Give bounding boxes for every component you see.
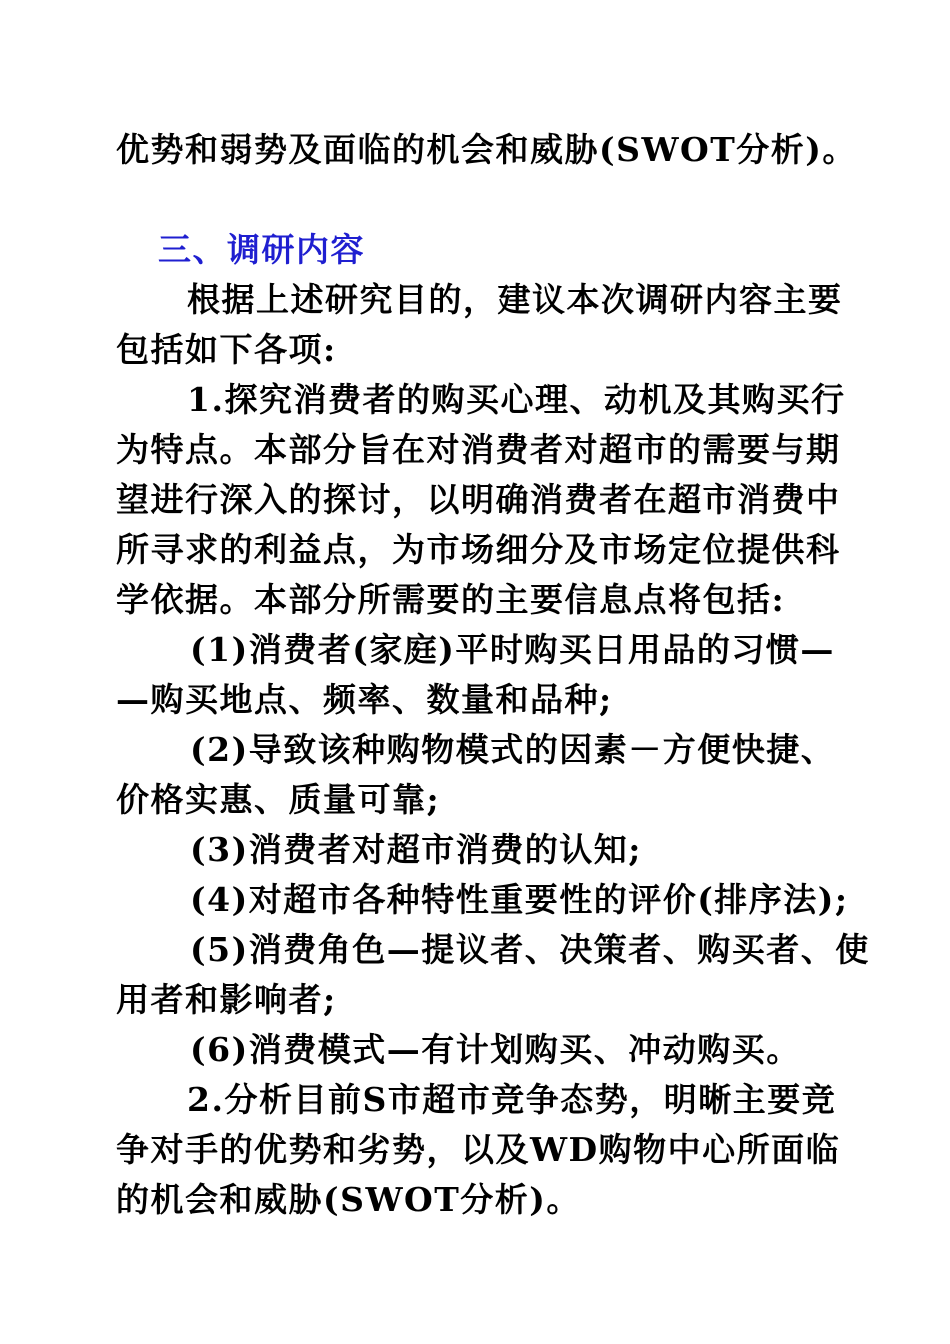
item1-line-4: 所寻求的利益点，为市场细分及市场定位提供科 [116, 530, 841, 569]
item1-line-5: 学依据。本部分所需要的主要信息点将包括: [116, 580, 786, 619]
sub-item-2-line-2: 价格实惠、质量可靠; [116, 780, 441, 819]
sub-item-5-line-1: (5)消费角色—提议者、决策者、购买者、使 [190, 930, 870, 969]
sub-item-2-line-1: (2)导致该种购物模式的因素－方便快捷、 [190, 730, 836, 769]
sub-item-1-line-1: (1)消费者(家庭)平时购买日用品的习惯— [190, 630, 835, 669]
sub-item-6: (6)消费模式—有计划购买、冲动购买。 [190, 1030, 801, 1069]
sub-item-5-line-2: 用者和影响者; [116, 980, 337, 1019]
sub-item-1-line-2: —购买地点、频率、数量和品种; [116, 680, 613, 719]
item1-line-3: 望进行深入的探讨，以明确消费者在超市消费中 [116, 480, 841, 519]
section-heading: 三、调研内容 [158, 230, 365, 269]
item2-line-3: 的机会和威胁(SWOT分析)。 [116, 1180, 581, 1219]
item2-line-1: 2.分析目前S市超市竞争态势，明晰主要竞 [187, 1080, 837, 1119]
item1-line-1: 1.探究消费者的购买心理、动机及其购买行 [187, 380, 846, 419]
item1-line-2: 为特点。本部分旨在对消费者对超市的需要与期 [116, 430, 841, 469]
item2-line-2: 争对手的优势和劣势，以及WD购物中心所面临 [116, 1130, 841, 1169]
sub-item-3: (3)消费者对超市消费的认知; [190, 830, 642, 869]
intro-line-1: 根据上述研究目的，建议本次调研内容主要 [187, 280, 843, 319]
sub-item-4: (4)对超市各种特性重要性的评价(排序法); [190, 880, 849, 919]
continuation-line: 优势和弱势及面临的机会和威胁(SWOT分析)。 [116, 130, 857, 169]
intro-line-2: 包括如下各项: [116, 330, 337, 369]
